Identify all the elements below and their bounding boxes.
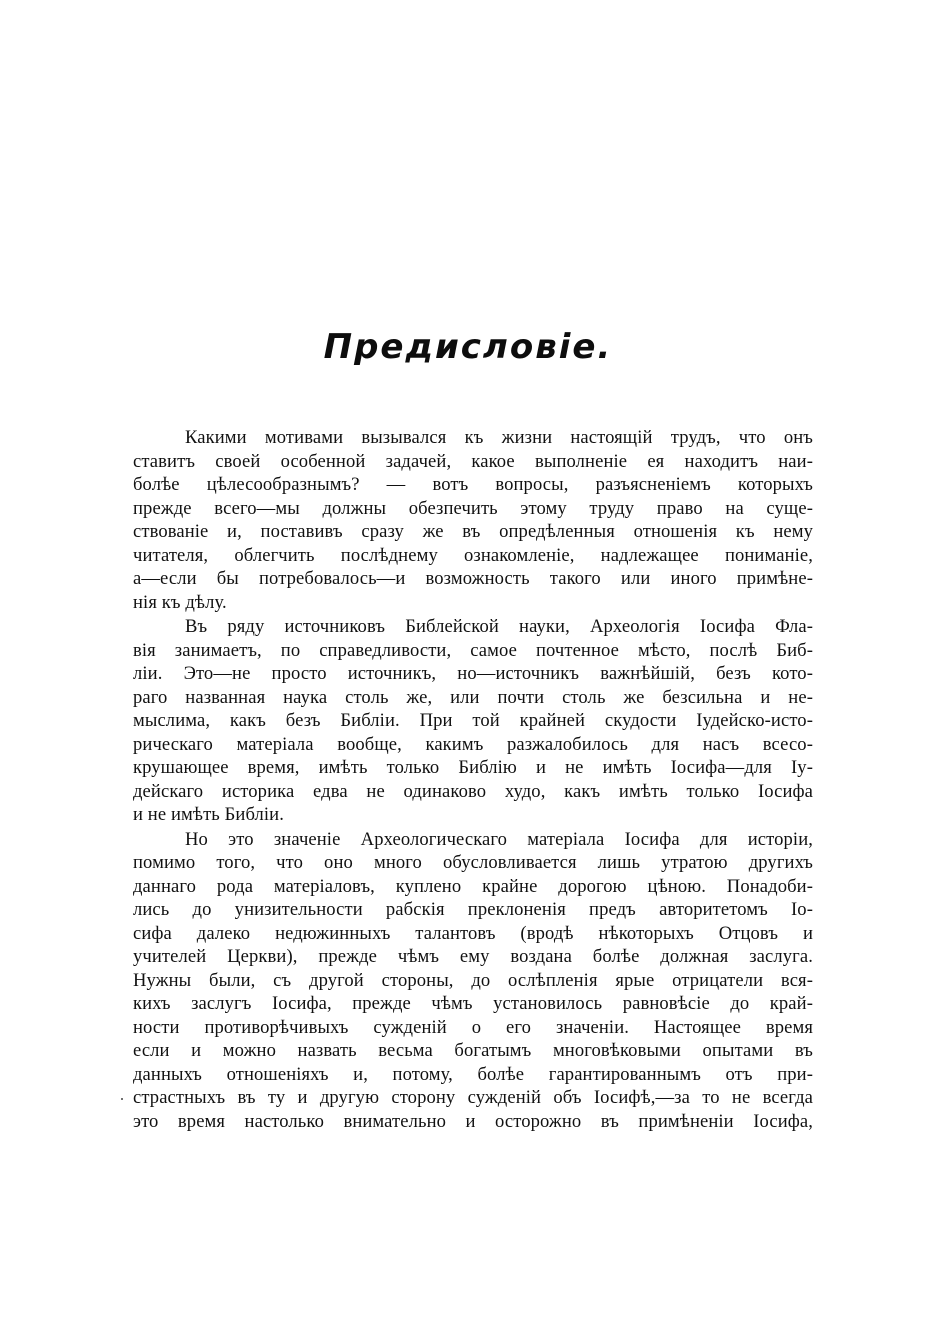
- text-line: Въ ряду источниковъ Библейской науки, Археологія Іосифа Фла-: [185, 616, 813, 637]
- text-line: а—если бы потребовалось—и возможность такого или иного примѣне-: [133, 568, 813, 589]
- text-line: помимо того, что оно много обусловливается лишь утратою другихъ: [133, 852, 813, 873]
- text-line: раго названная наука столь же, или почти столь же безсильна и не-: [133, 686, 813, 708]
- text-line: кихъ заслугъ Іосифа, прежде чѣмъ установилось равновѣсіе до край-: [133, 993, 813, 1014]
- paragraph: [133, 828, 813, 1134]
- text-line: ставитъ своей особенной задачей, какое выполненіе ея находитъ наи-: [133, 450, 813, 472]
- text-line: крушающее время, имѣть только Библію и не имѣть Іосифа—для Іу-: [133, 757, 813, 778]
- text-line: ствованіе и, поставивъ сразу же въ опредѣленныя отношенія къ нему: [133, 521, 813, 542]
- body-text: [133, 426, 813, 1133]
- text-line: болѣе цѣлесообразнымъ? — вотъ вопросы, разъясненіемъ которыхъ: [133, 474, 813, 495]
- text-line: страстныхъ въ ту и другую сторону сужденій объ Іосифѣ,—за то не всегда: [133, 1087, 813, 1108]
- text-line: сифа далеко недюжинныхъ талантовъ (вродѣ нѣкоторыхъ Отцовъ и: [133, 922, 813, 944]
- text-line: мыслима, какъ безъ Библіи. При той крайней скудости Іудейско-исто-: [133, 710, 813, 731]
- margin-mark: [121, 1098, 123, 1100]
- paragraph: [133, 615, 813, 827]
- text-line: Нужны были, съ другой стороны, до ослѣпленія ярые отрицатели вся-: [133, 969, 813, 991]
- text-line: учителей Церкви), прежде чѣмъ ему воздана болѣе должная заслуга.: [133, 946, 813, 967]
- text-line: ности противорѣчивыхъ сужденій о его значеніи. Настоящее время: [133, 1016, 813, 1038]
- text-line: прежде всего—мы должны обезпечить этому труду право на суще-: [133, 497, 813, 519]
- text-line: Какими мотивами вызывался къ жизни настоящій трудъ, что онъ: [185, 427, 813, 448]
- text-line: читателя, облегчить послѣднему ознакомленіе, надлежащее пониманіе,: [133, 544, 813, 566]
- text-line: дейскаго историка едва не одинаково худо, какъ имѣть только Іосифа: [133, 780, 813, 802]
- text-line: вія занимаетъ, по справедливости, самое почтенное мѣсто, послѣ Биб-: [133, 639, 813, 661]
- text-line: если и можно назвать весьма богатымъ многовѣковыми опытами въ: [133, 1040, 813, 1061]
- text-line: данныхъ отношеніяхъ и, потому, болѣе гарантированнымъ отъ при-: [133, 1063, 813, 1085]
- text-line: и не имѣть Библіи.: [133, 804, 284, 825]
- text-line: даннаго рода матеріаловъ, куплено крайне дорогою цѣною. Понадоби-: [133, 875, 813, 897]
- text-line: ліи. Это—не просто источникъ, но—источникъ важнѣйшій, безъ кото-: [133, 663, 813, 684]
- text-line: нія къ дѣлу.: [133, 591, 227, 613]
- text-line: это время настолько внимательно и осторожно въ примѣненіи Іосифа,: [133, 1110, 813, 1132]
- text-line: лись до унизительности рабскія преклоненія предъ авторитетомъ Іо-: [133, 899, 813, 920]
- paragraph: [133, 426, 813, 614]
- page-title: Предисловіе.: [323, 327, 613, 367]
- text-line: рическаго матеріала вообще, какимъ разжалобилось для насъ всесо-: [133, 733, 813, 755]
- text-line: Но это значеніе Археологическаго матеріала Іосифа для исторіи,: [185, 828, 813, 850]
